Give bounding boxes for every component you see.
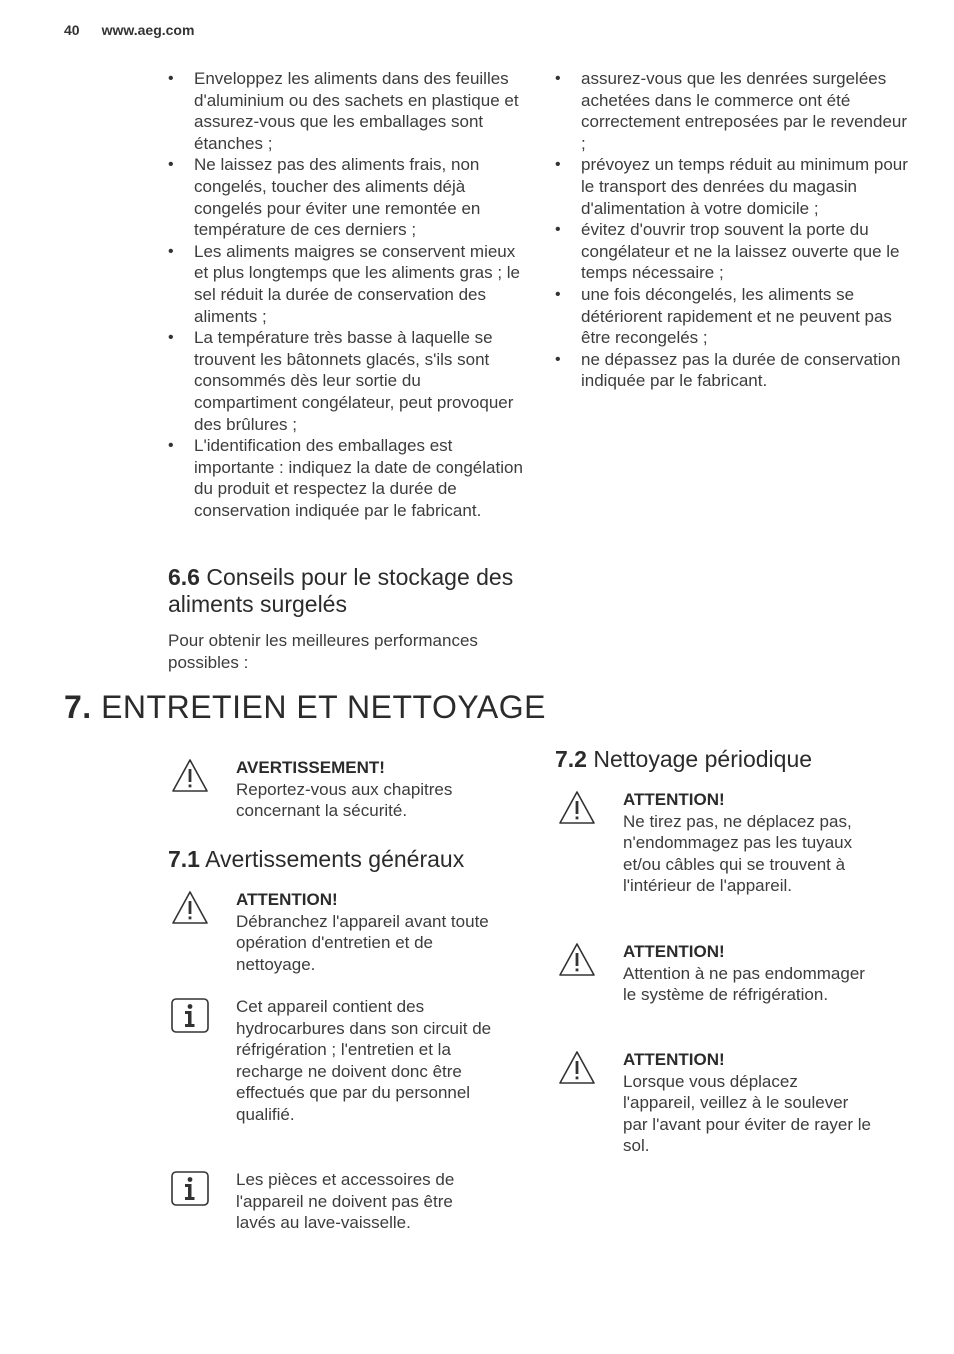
attention-title: ATTENTION!	[623, 790, 725, 809]
info-icon	[170, 1169, 210, 1207]
chapter-7-heading	[64, 688, 864, 726]
section-6-6-heading	[168, 564, 528, 618]
section-title: Conseils pour le stockage des aliments surgelés	[168, 564, 514, 617]
info-icon	[170, 996, 210, 1034]
attention-title: ATTENTION!	[236, 890, 338, 909]
section-7-1-heading	[168, 846, 528, 873]
list-item: • prévoyez un temps réduit au minimum pour le transport des denrées du magasin d'alimentation à votre domicile ;	[555, 154, 915, 219]
attention-title: ATTENTION!	[623, 1050, 725, 1069]
website-url: www.aeg.com	[101, 22, 195, 38]
right-bullet-list	[555, 68, 915, 392]
warning-text: Reportez-vous aux chapitres concernant la sécurité.	[236, 779, 453, 821]
attention-text: Ne tirez pas, ne déplacez pas, n'endommagez pas les tuyaux et/ou câbles qui se trouvent à l'intérieur de l'appareil.	[623, 811, 853, 896]
list-item: • Les aliments maigres se conservent mieux et plus longtemps que les aliments gras ; le sel réduit la durée de conservation des aliments ;	[168, 241, 528, 327]
list-item: • une fois décongelés, les aliments se détériorent rapidement et ne peuvent pas être recongelés ;	[555, 284, 915, 349]
list-item: • ne dépassez pas la durée de conservation indiquée par le fabricant.	[555, 349, 915, 392]
warning-triangle-icon	[557, 789, 597, 827]
info-text: Les pièces et accessoires de l'appareil ne doivent pas être lavés au lave-vaisselle.	[236, 1170, 455, 1233]
list-item: • Ne laissez pas des aliments frais, non congelés, toucher des aliments déjà congelés pour éviter une remontée en température de ces derniers ;	[168, 154, 528, 240]
list-item: • Enveloppez les aliments dans des feuilles d'aluminium ou des sachets en plastique et assurez-vous que les emballages sont étanches ;	[168, 68, 528, 154]
list-item: • évitez d'ouvrir trop souvent la porte du congélateur et ne la laissez ouverte que le temps nécessaire ;	[555, 219, 915, 284]
warning-triangle-icon	[170, 889, 210, 927]
section-title: Avertissements généraux	[205, 846, 465, 872]
chapter-number: 7.	[64, 689, 92, 725]
warning-triangle-icon	[170, 757, 210, 795]
list-item: • La température très basse à laquelle se trouvent les bâtonnets glacés, s'ils sont consommés dès leur sortie du compartiment congélateur, peut provoquer des brûlures ;	[168, 327, 528, 435]
warning-title: AVERTISSEMENT!	[236, 758, 385, 777]
section-number: 7.1	[168, 846, 200, 872]
page-number: 40	[64, 22, 80, 38]
info-text: Cet appareil contient des hydrocarbures dans son circuit de réfrigération ; l'entretien et la recharge ne doivent donc être effectués que par du personnel qualifié.	[236, 997, 492, 1124]
attention-text: Lorsque vous déplacez l'appareil, veillez à le soulever par l'avant pour éviter de rayer le sol.	[623, 1071, 871, 1156]
attention-text: Attention à ne pas endommager le système de réfrigération.	[623, 963, 865, 1005]
section-title: Nettoyage périodique	[593, 746, 813, 772]
warning-triangle-icon	[557, 1049, 597, 1087]
chapter-title: ENTRETIEN ET NETTOYAGE	[101, 689, 546, 725]
page-header	[64, 22, 216, 38]
section-number: 6.6	[168, 564, 200, 590]
warning-triangle-icon	[557, 941, 597, 979]
section-number: 7.2	[555, 746, 587, 772]
section-7-2-heading	[555, 746, 915, 773]
list-item: • assurez-vous que les denrées surgelées achetées dans le commerce ont été correctement entreposées par le revendeur ;	[555, 68, 915, 154]
section-6-6-intro: Pour obtenir les meilleures performances possibles :	[168, 631, 478, 672]
attention-title: ATTENTION!	[623, 942, 725, 961]
list-item: • L'identification des emballages est importante : indiquez la date de congélation du produit et respectez la durée de conservation indiquée par le fabricant.	[168, 435, 528, 521]
left-bullet-list	[168, 68, 528, 521]
attention-text: Débranchez l'appareil avant toute opération d'entretien et de nettoyage.	[236, 911, 489, 974]
